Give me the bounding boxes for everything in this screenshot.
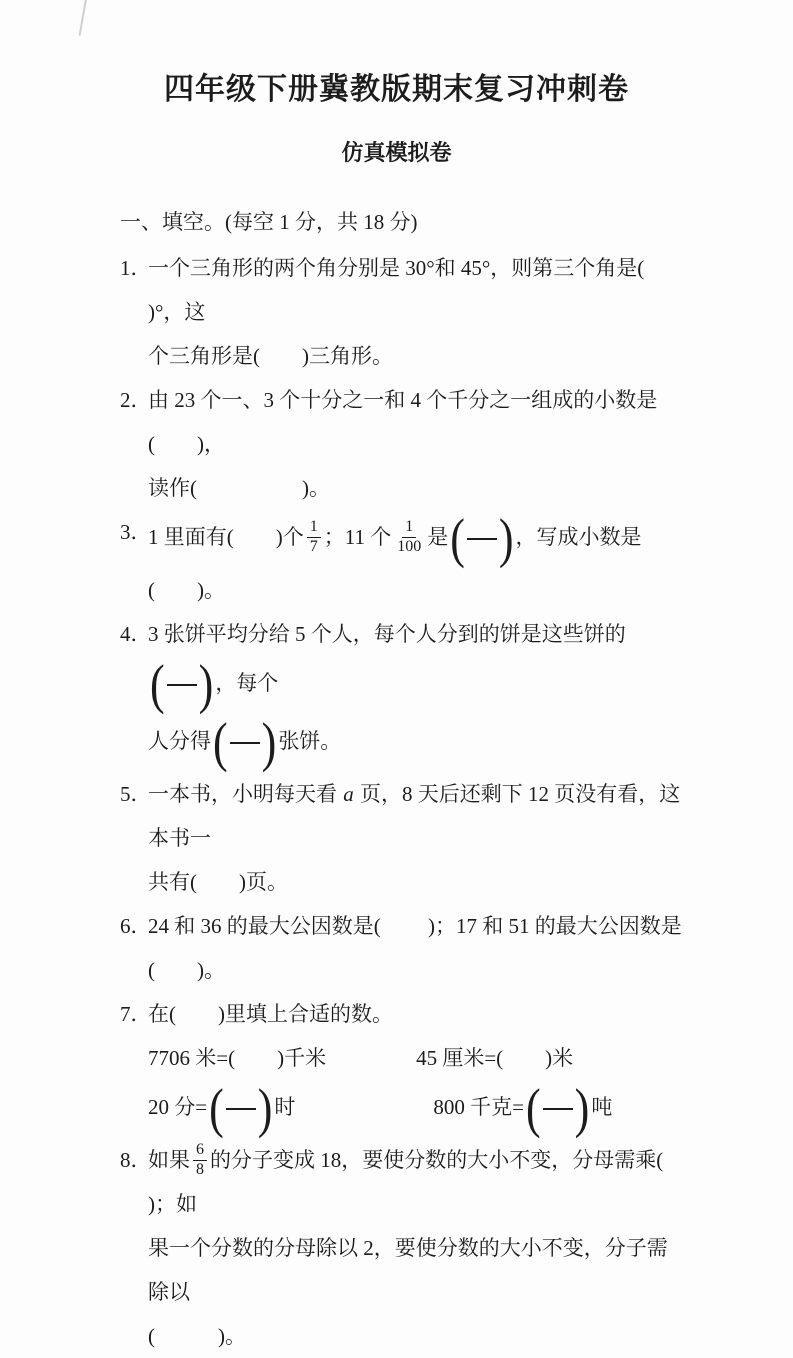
question-text: 吨 [591, 1094, 613, 1119]
question-text: ，每个 [215, 670, 279, 695]
question-line [120, 904, 683, 992]
question-text: 的分子变成 18，要使分数的大小不变，分母需乘( )；如 [148, 1148, 711, 1216]
question-list [120, 246, 711, 1358]
left-paren: ( [213, 711, 228, 773]
question-text: 24 和 36 的最大公因数是( )；17 和 51 的最大公因数是( )。 [148, 914, 682, 982]
fraction-denominator: 100 [397, 537, 422, 555]
question-text: 7706 米=( )千米 [148, 1046, 327, 1070]
question-text: 如果 [148, 1148, 190, 1172]
question-line [120, 378, 683, 466]
question-line [148, 711, 683, 773]
fraction-bar-blank [226, 1108, 256, 1110]
question-line [120, 992, 683, 1036]
question-number: 7． [120, 1002, 152, 1026]
question [120, 378, 683, 510]
fraction-bar-blank [230, 742, 260, 744]
question-line [120, 612, 683, 715]
right-paren: ) [198, 653, 214, 715]
fraction-bar-blank [543, 1108, 573, 1110]
question-text: ，写成小数是( )。 [148, 524, 642, 602]
question-number: 1． [120, 256, 152, 280]
right-paren: ) [498, 507, 514, 569]
question-number: 3． [120, 520, 152, 544]
question-line [148, 334, 683, 378]
question-text: 果一个分数的分母除以 2，要使分数的大小不变，分子需除以 [148, 1236, 668, 1304]
blank-fraction [150, 653, 214, 715]
question [120, 507, 683, 612]
question-number: 6． [120, 914, 152, 938]
fraction-bar-blank [467, 538, 497, 540]
question [120, 612, 683, 772]
left-paren: ( [450, 507, 465, 569]
question [120, 904, 683, 992]
question [120, 992, 683, 1138]
question-text: 时 [274, 1094, 296, 1119]
question-line [120, 246, 692, 334]
question-line [120, 1138, 711, 1226]
left-paren: ( [150, 653, 165, 715]
fraction-denominator: 8 [196, 1160, 204, 1178]
question-text: 3 张饼平均分给 5 个人，每个人分到的饼是这些饼的 [148, 622, 626, 646]
question-text: 1 里面有( )个 [148, 524, 304, 549]
question-text: 一本书，小明每天看 [148, 782, 343, 806]
question-line [148, 1226, 683, 1314]
question-number: 5． [120, 782, 152, 806]
question-text: 人分得 [148, 728, 211, 753]
fraction [307, 518, 321, 556]
question-line [148, 860, 683, 904]
question-line [148, 466, 683, 510]
fraction-numerator: 1 [307, 518, 321, 537]
fraction-denominator: 7 [309, 537, 318, 555]
question-number: 2． [120, 388, 152, 412]
question-text: 共有( )页。 [148, 870, 288, 894]
fraction-bar-blank [167, 684, 197, 686]
question [120, 772, 683, 904]
variable: a [343, 782, 354, 806]
blank-fraction [450, 507, 514, 569]
question-text: 20 分= [148, 1094, 208, 1119]
blank-fraction [526, 1077, 590, 1139]
question-text: 是 [427, 524, 449, 549]
blank-fraction [213, 711, 277, 773]
question [120, 1138, 711, 1358]
question-number: 8． [120, 1148, 152, 1172]
question-text: 由 23 个一、3 个十分之一和 4 个千分之一组成的小数是( )， [148, 388, 658, 456]
fraction-numerator: 1 [402, 518, 416, 537]
question-text: 张饼。 [278, 728, 342, 753]
right-paren: ) [574, 1077, 590, 1139]
question-text: 在( )里填上合适的数。 [148, 1002, 393, 1026]
question [120, 246, 692, 378]
question-number: 4． [120, 622, 152, 646]
question-line [120, 507, 683, 612]
question-text: 个三角形是( )三角形。 [148, 344, 393, 368]
question-text: ；11 个 [323, 524, 392, 549]
fraction [193, 1141, 207, 1179]
question-line [148, 1036, 683, 1080]
fraction-numerator: 6 [193, 1141, 207, 1160]
question-line [120, 772, 683, 860]
question-text: 800 千克= [433, 1094, 524, 1119]
question-text: ( )。 [148, 1324, 246, 1348]
left-paren: ( [209, 1077, 224, 1139]
blank-fraction [209, 1077, 273, 1139]
question-text: 页，8 天后还剩下 12 页没有看，这本书一 [148, 782, 681, 850]
question-line [148, 1077, 683, 1139]
question-text: 读作( )。 [148, 476, 330, 500]
question-text: 45 厘米=( )米 [416, 1046, 574, 1070]
page-subtitle: 仿真模拟卷 [341, 140, 452, 165]
section-heading: 一、填空。(每空 1 分，共 18 分) [120, 210, 418, 234]
page-title: 四年级下册冀教版期末复习冲刺卷 [164, 73, 629, 106]
right-paren: ) [261, 711, 277, 773]
fraction [394, 518, 424, 556]
question-text: 一个三角形的两个角分别是 30°和 45°，则第三个角是( )°，这 [148, 256, 692, 324]
right-paren: ) [257, 1077, 273, 1139]
question-line [148, 1314, 683, 1358]
left-paren: ( [526, 1077, 541, 1139]
